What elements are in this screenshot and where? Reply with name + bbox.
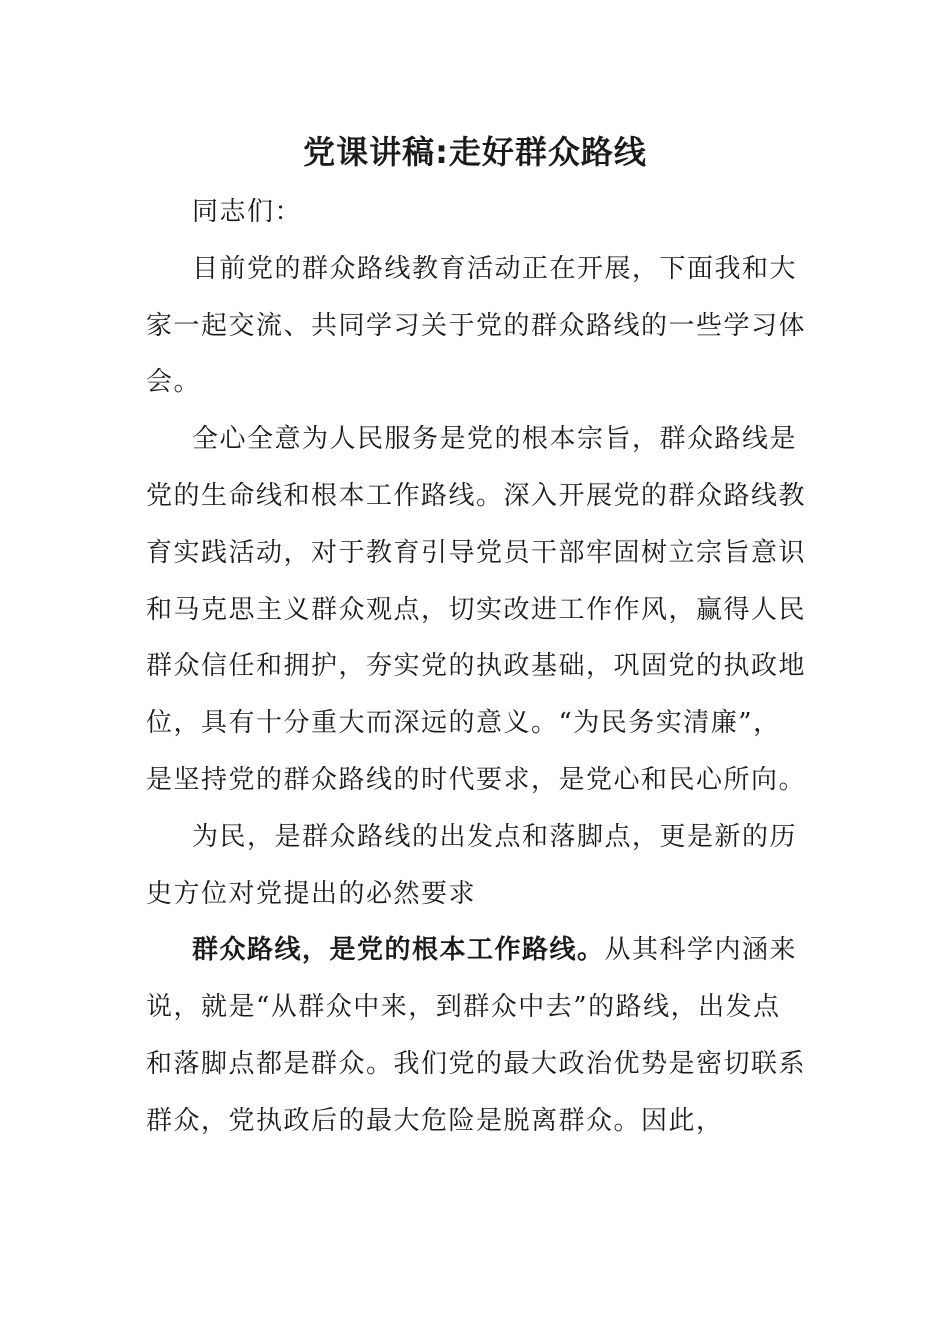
paragraph-4-text: 从其科学内涵来说，就是“从群众中来，到群众中去”的路线，出发点和落脚点都是群众。我们党的最大政治优势是密切联系群众，党执政后的最大危险是脱离群众。因此， (146, 935, 807, 1136)
paragraph-2: 全心全意为人民服务是党的根本宗旨，群众路线是党的生命线和根本工作路线。深入开展党的群众路线教育实践活动，对于教育引导党员干部牢固树立宗旨意识和马克思主义群众观点，切实改进工作作风，赢得人民群众信任和拥护，夯实党的执政基础，巩固党的执政地位，具有十分重大而深远的意义。“为民务实清廉”，是坚持党的群众路线的时代要求，是党心和民心所向。 (146, 424, 807, 795)
paragraph-4-bold-lead: 群众路线，是党的根本工作路线。 (192, 935, 605, 966)
paragraph-1: 目前党的群众路线教育活动正在开展，下面我和大家一起交流、共同学习关于党的群众路线的一些学习体会。 (146, 253, 807, 398)
paragraph-4 (146, 922, 806, 1149)
document-body (146, 184, 806, 1150)
salutation: 同志们： (192, 197, 303, 227)
document-title: 党课讲稿:走好群众路线 (303, 133, 647, 171)
paragraph-3: 为民，是群众路线的出发点和落脚点，更是新的历史方位对党提出的必然要求 (146, 821, 798, 909)
